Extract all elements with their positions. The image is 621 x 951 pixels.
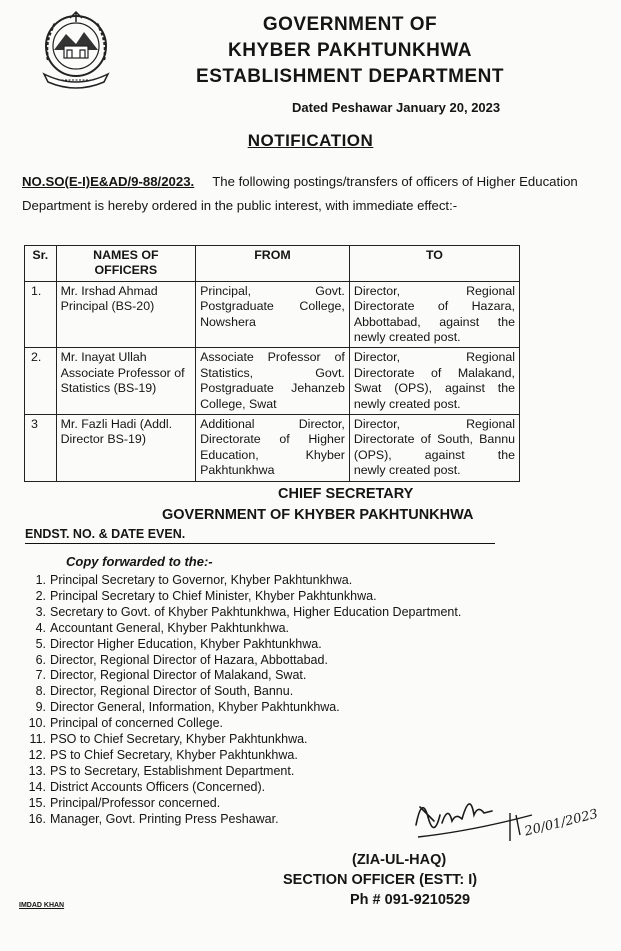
row-to: Director, Regional Directorate of South, Bannu (OPS), against the newly created post. xyxy=(349,415,519,482)
copy-list xyxy=(20,573,461,828)
row-sr: 1. xyxy=(25,281,57,348)
list-item: 9. Director General, Information, Khyber Pakhtunkhwa. xyxy=(35,700,340,715)
header-names: NAMES OF OFFICERS xyxy=(56,246,196,282)
officer-name: (ZIA-UL-HAQ) xyxy=(352,852,447,868)
header-sr: Sr. xyxy=(25,246,57,282)
header-line-3: ESTABLISHMENT DEPARTMENT xyxy=(196,66,504,87)
list-item: 5. Director Higher Education, Khyber Pakhtunkhwa. xyxy=(35,636,322,651)
intro-text: The following postings/transfers of officers of Higher Education Department is hereby ordered in the public interest, with immediate effect:- xyxy=(22,174,578,213)
list-item: 13. PS to Secretary, Establishment Department. xyxy=(28,763,295,778)
divider xyxy=(25,543,495,544)
list-item: 6. Director, Regional Director of Hazara, Abbottabad. xyxy=(35,652,328,667)
header-line-1: GOVERNMENT OF xyxy=(262,14,438,35)
intro-paragraph xyxy=(22,170,582,218)
notification-title: NOTIFICATION xyxy=(247,131,374,150)
reference-number: NO.SO(E-I)E&AD/9-88/2023. xyxy=(22,174,195,189)
row-sr: 2. xyxy=(25,348,57,415)
list-item: 4. Accountant General, Khyber Pakhtunkhwa. xyxy=(35,620,290,635)
list-item: 8. Director, Regional Director of South, Bannu. xyxy=(35,684,294,699)
table-row xyxy=(25,281,520,348)
header-to: TO xyxy=(349,246,519,282)
list-item: 11. PSO to Chief Secretary, Khyber Pakhtunkhwa. xyxy=(29,732,308,747)
signatory-government: GOVERNMENT OF KHYBER PAKHTUNKHWA xyxy=(162,507,474,523)
table-header-row xyxy=(25,246,520,282)
list-item: 12. PS to Chief Secretary, Khyber Pakhtunkhwa. xyxy=(28,747,298,762)
row-sr: 3 xyxy=(25,415,57,482)
row-from: Associate Professor of Statistics, Govt. Postgraduate Jehanzeb College, Swat xyxy=(196,348,350,415)
row-to: Director, Regional Directorate of Hazara, Abbottabad, against the newly created post. xyxy=(349,281,519,348)
row-from: Principal, Govt. Postgraduate College, Nowshera xyxy=(196,281,350,348)
list-item: 14. District Accounts Officers (Concerned). xyxy=(28,779,266,794)
postings-table xyxy=(24,245,520,482)
header-line-2: KHYBER PAKHTUNKHWA xyxy=(227,40,473,61)
officer-phone: Ph # 091-9210529 xyxy=(350,892,471,908)
table-row xyxy=(25,415,520,482)
dated-line: Dated Peshawar January 20, 2023 xyxy=(292,100,501,115)
signatory-title: CHIEF SECRETARY xyxy=(278,486,414,502)
handwritten-signature xyxy=(412,785,602,845)
row-to: Director, Regional Directorate of Malakand, Swat (OPS), against the newly created post. xyxy=(349,348,519,415)
list-item: 1. Principal Secretary to Governor, Khyber Pakhtunkhwa. xyxy=(35,573,353,587)
row-from: Additional Director, Directorate of Higher Education, Khyber Pakhtunkhwa xyxy=(196,415,350,482)
officer-designation: SECTION OFFICER (ESTT: I) xyxy=(283,872,478,888)
list-item: 2. Principal Secretary to Chief Minister, Khyber Pakhtunkhwa. xyxy=(35,588,377,603)
list-item: 3. Secretary to Govt. of Khyber Pakhtunkhwa, Higher Education Department. xyxy=(35,604,462,619)
signature-date: 20/01/2023 xyxy=(523,806,600,840)
endorsement-line: ENDST. NO. & DATE EVEN. xyxy=(25,527,186,541)
copy-forwarded-heading: Copy forwarded to the:- xyxy=(66,554,213,569)
list-item: 10. Principal of concerned College. xyxy=(28,716,224,731)
row-name: Mr. Irshad Ahmad Principal (BS-20) xyxy=(56,281,196,348)
list-item: 15. Principal/Professor concerned. xyxy=(28,795,221,810)
kp-government-emblem xyxy=(34,10,118,90)
row-name: Mr. Fazli Hadi (Addl. Director BS-19) xyxy=(56,415,196,482)
table-row xyxy=(25,348,520,415)
list-item: 16. Manager, Govt. Printing Press Peshawar. xyxy=(28,811,279,826)
list-item: 7. Director, Regional Director of Malakand, Swat. xyxy=(35,668,307,683)
header-from: FROM xyxy=(196,246,350,282)
row-name: Mr. Inayat Ullah Associate Professor of Statistics (BS-19) xyxy=(56,348,196,415)
footer-initials: IMDAD KHAN xyxy=(19,902,65,909)
